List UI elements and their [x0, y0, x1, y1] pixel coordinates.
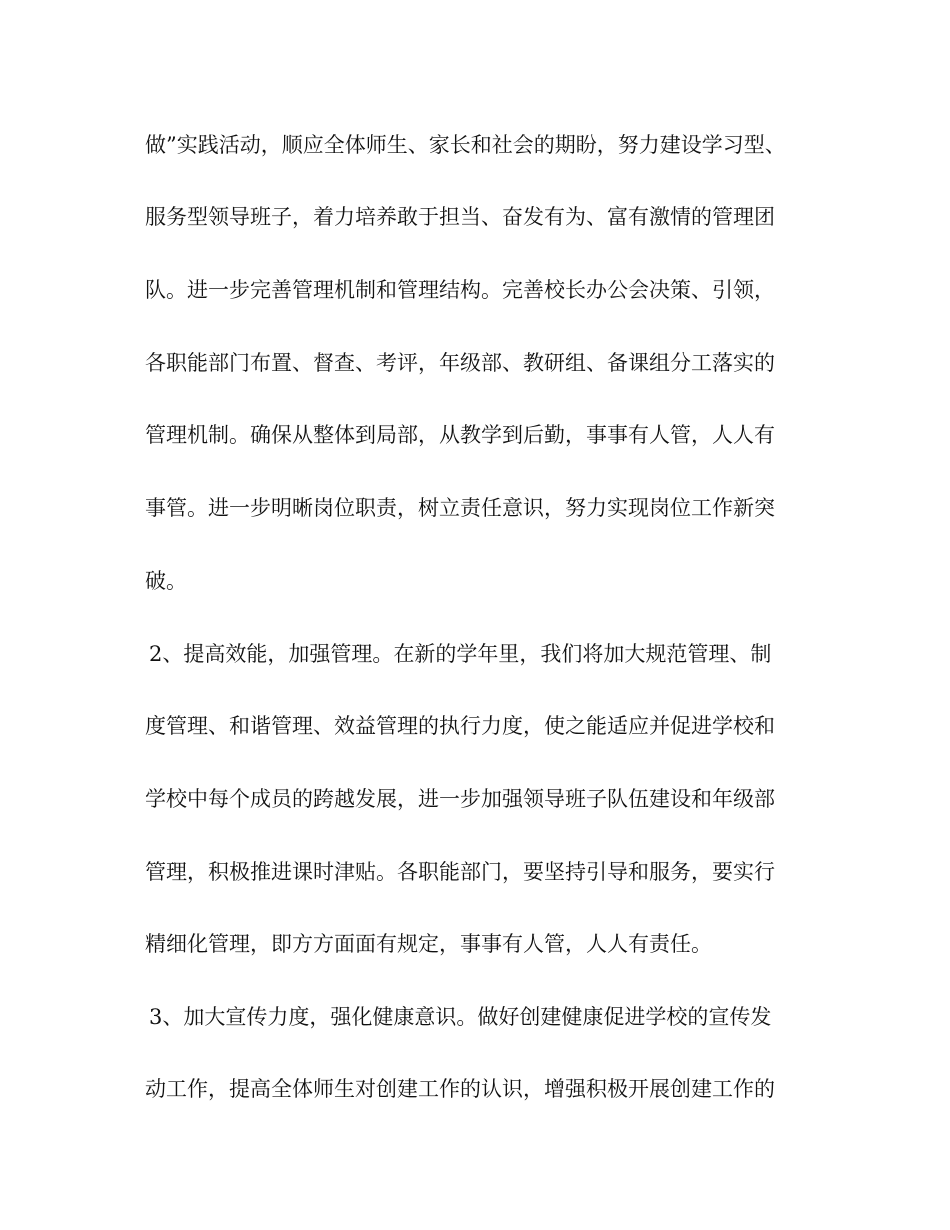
text-line: 3、加大宣传力度，强化健康意识。做好创建健康促进学校的宣传发 [149, 1005, 772, 1029]
text-line: 度管理、和谐管理、效益管理的执行力度，使之能适应并促进学校和 [145, 714, 775, 738]
text-line: 动工作，提高全体师生对创建工作的认识，增强积极开展创建工作的 [145, 1077, 775, 1101]
text-line: 2、提高效能，加强管理。在新的学年里，我们将加大规范管理、制 [149, 642, 772, 666]
text-line: 管理机制。确保从整体到局部，从教学到后勤，事事有人管，人人有 [145, 423, 775, 447]
text-line: 事管。进一步明晰岗位职责，树立责任意识，努力实现岗位工作新突 [145, 496, 775, 520]
text-line: 破。 [145, 569, 187, 593]
text-line: 学校中每个成员的跨越发展，进一步加强领导班子队伍建设和年级部 [145, 787, 775, 811]
text-line: 精细化管理，即方方面面有规定，事事有人管，人人有责任。 [145, 932, 712, 956]
text-line: 各职能部门布置、督查、考评，年级部、教研组、备课组分工落实的 [145, 351, 775, 375]
text-line: 做”实践活动，顺应全体师生、家长和社会的期盼，努力建设学习型、 [145, 133, 786, 157]
text-line: 管理，积极推进课时津贴。各职能部门，要坚持引导和服务，要实行 [145, 860, 775, 884]
text-line: 服务型领导班子，着力培养敢于担当、奋发有为、富有激情的管理团 [145, 205, 775, 229]
text-line: 队。进一步完善管理机制和管理结构。完善校长办公会决策、引领， [145, 278, 775, 302]
